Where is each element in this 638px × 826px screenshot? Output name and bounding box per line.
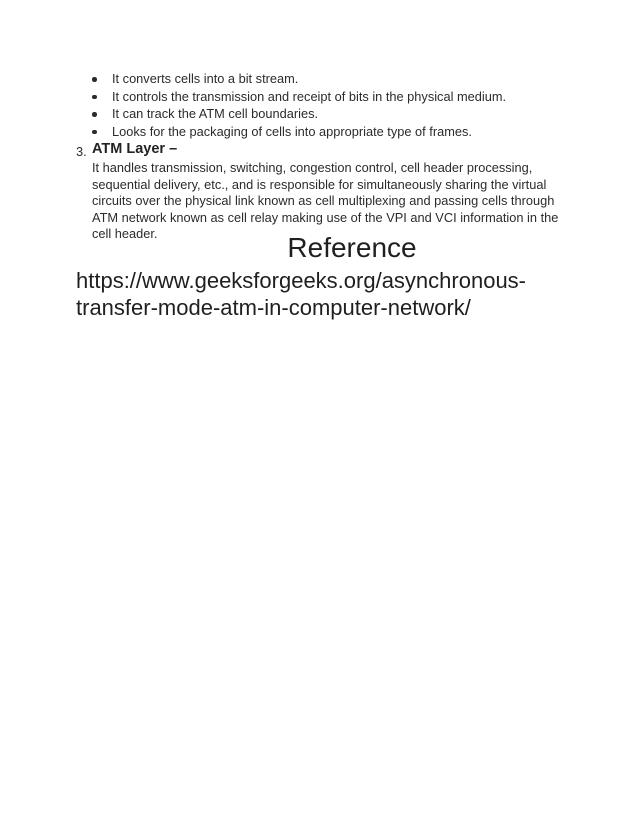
bullet-item — [92, 88, 506, 106]
section-heading: ATM Layer – — [92, 141, 178, 157]
body-line: cell header. — [92, 226, 158, 241]
bullet-item — [92, 105, 506, 123]
reference-title: Reference — [287, 232, 417, 263]
bullet-dot-icon — [92, 95, 97, 100]
reference-url-line[interactable]: transfer-mode-atm-in-computer-network/ — [76, 295, 471, 320]
body-line: sequential delivery, etc., and is responsible for simultaneously sharing the virtual — [92, 176, 547, 192]
reference-url-line[interactable]: https://www.geeksforgeeks.org/asynchronous- — [76, 268, 527, 293]
body-line: ATM network known as cell relay making use of the VPI and VCI information in the — [92, 209, 559, 225]
bullet-list — [92, 70, 506, 140]
reference-url[interactable] — [76, 267, 556, 321]
bullet-dot-icon — [92, 112, 97, 117]
bullet-dot-icon — [92, 130, 97, 135]
bullet-text: It can track the ATM cell boundaries. — [112, 106, 319, 121]
bullet-item — [92, 70, 506, 88]
section-number: 3. — [76, 144, 87, 159]
body-line: It handles transmission, switching, congestion control, cell header processing, — [92, 160, 533, 175]
bullet-dot-icon — [92, 77, 97, 82]
bullet-text: It converts cells into a bit stream. — [112, 71, 299, 86]
section-body — [92, 160, 572, 243]
bullet-text: It controls the transmission and receipt of bits in the physical medium. — [112, 88, 507, 104]
bullet-text: Looks for the packaging of cells into appropriate type of frames. — [112, 123, 472, 139]
bullet-item — [92, 123, 506, 141]
body-line: circuits over the physical link known as cell multiplexing and passing cells through — [92, 193, 555, 208]
